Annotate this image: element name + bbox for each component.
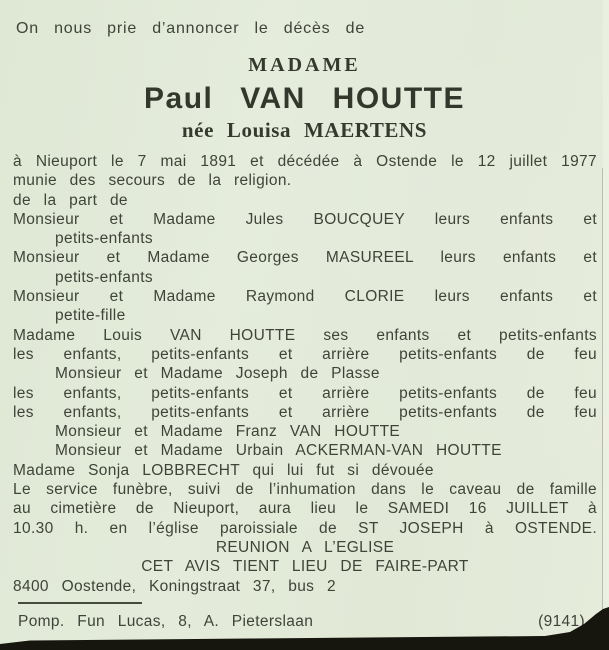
paper-crease-line [602,168,603,638]
body-line: les enfants, petits-enfants et arrière petits-enfants de feu [13,403,597,421]
body-line: Madame Louis VAN HOUTTE ses enfants et petits-enfants [13,326,597,344]
reference-number: (9141) [538,612,585,630]
body-line: Monsieur et Madame Urbain ACKERMAN-VAN HOUTTE [55,442,502,460]
paper-fold-strip [603,0,609,640]
deceased-name: Paul VAN HOUTTE [144,82,465,115]
body-line: Monsieur et Madame Franz VAN HOUTTE [55,423,401,441]
body-line: petite-fille [55,307,126,325]
body-line-faire-part: CET AVIS TIENT LIEU DE FAIRE-PART [141,558,469,576]
body-line: munie des secours de la religion. [13,172,292,190]
address-line: 8400 Oostende, Koningstraat 37, bus 2 [13,577,336,595]
body-line: Monsieur et Madame Jules BOUCQUEY leurs enfants et [13,210,597,228]
body-line: de la part de [13,191,128,209]
title-madame: MADAME [248,54,361,76]
body-line: petits-enfants [55,230,153,248]
body-line: au cimetière de Nieuport, aura lieu le SAMEDI 16 JUILLET à [13,500,597,518]
body-line: petits-enfants [55,268,153,286]
body-line: les enfants, petits-enfants et arrière petits-enfants de feu [13,345,597,363]
body-line: Madame Sonja LOBBRECHT qui lui fut si dévouée [13,461,434,479]
maiden-name: née Louisa MAERTENS [181,118,428,142]
body-line: Le service funèbre, suivi de l’inhumation dans le caveau de famille [13,481,597,499]
body-line: les enfants, petits-enfants et arrière petits-enfants de feu [13,384,597,402]
body-line: 10.30 h. en l’église paroissiale de ST JOSEPH à OSTENDE. [13,519,597,537]
announcement-body [0,152,609,596]
body-line: à Nieuport le 7 mai 1891 et décédée à Ostende le 12 juillet 1977 [13,153,597,170]
body-line-reunion: REUNION A L’EGLISE [215,538,395,556]
body-line: Monsieur et Madame Raymond CLORIE leurs enfants et [13,288,597,306]
funeral-home-credit: Pomp. Fun Lucas, 8, A. Pieterslaan [18,612,314,630]
scan-bottom-edge [0,598,609,650]
body-line: Monsieur et Madame Georges MASUREEL leurs enfants et [13,249,597,267]
body-line: Monsieur et Madame Joseph de Plasse [55,365,380,383]
intro-line: On nous prie d’annoncer le décès de [16,20,366,37]
